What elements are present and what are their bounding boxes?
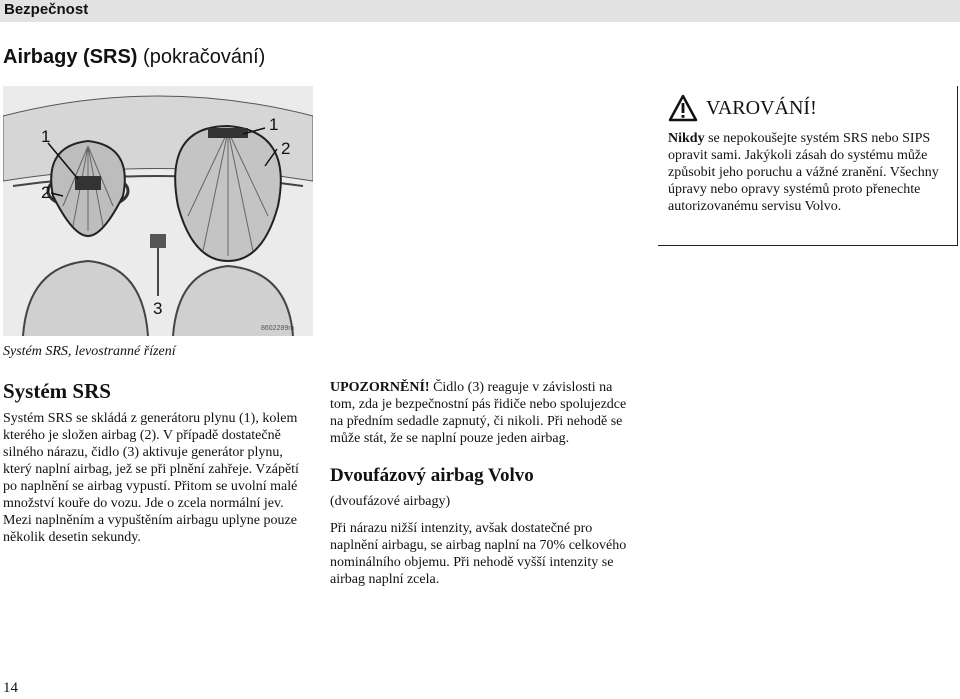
warning-triangle-icon xyxy=(668,94,698,122)
dual-airbag-heading: Dvoufázový airbag Volvo xyxy=(330,465,534,486)
dual-airbag-subheading: (dvoufázové airbagy) xyxy=(330,494,451,509)
page-title-main: Airbagy (SRS) xyxy=(3,46,138,68)
figure-caption: Systém SRS, levostranné řízení xyxy=(3,344,176,359)
page-number: 14 xyxy=(3,680,18,696)
page-title-suffix: (pokračování) xyxy=(143,46,266,68)
figure-label-2-passenger: 2 xyxy=(281,139,291,158)
figure-label-1-driver: 1 xyxy=(41,127,51,146)
dual-airbag-body: Při nárazu nižší intenzity, avšak dostatečné pro naplnění airbagu, se airbag naplní na 70% celkového nominálního objemu. Při nehodě vyšší intenzity se airbag naplní zcela. xyxy=(330,521,627,587)
note-text: Čidlo (3) reaguje v závislosti na tom, zda je bezpečnostní pás řidiče nebo spolujezdce na předním sedadle zapnutý, či nikoli. Při nehodě se může stát, že se naplní pouze jeden airbag. xyxy=(330,380,627,446)
warning-text xyxy=(668,130,949,215)
figure-code: 8602289m xyxy=(261,325,295,332)
left-column xyxy=(3,379,303,546)
note-label: UPOZORNĚNÍ! xyxy=(330,380,430,395)
figure-label-2-driver: 2 xyxy=(41,183,51,202)
header-bar xyxy=(0,0,960,22)
airbag-illustration xyxy=(3,86,313,336)
figure-label-3: 3 xyxy=(153,299,163,318)
srs-body: Systém SRS se skládá z generátoru plynu (1), kolem kterého je složen airbag (2). V případě dostatečně silného nárazu, čidlo (3) aktivuje generátor plynu, který naplní airbag, jež se při plnění zahřeje. Vzápětí po naplnění se airbag vypustí. Přitom se uvolní malé množství kouře do vozu. Jde o zcela normální jev. Mezi naplněním a vypuštěním airbagu uplyne pouze několik desetin sekundy. xyxy=(3,411,299,545)
page-title xyxy=(3,46,265,69)
figure-label-1-passenger: 1 xyxy=(269,115,279,134)
section-label: Bezpečnost xyxy=(4,1,89,18)
note-paragraph xyxy=(330,379,630,447)
warning-body: se nepokoušejte systém SRS nebo SIPS opravit sami. Jakýkoli zásah do systému může způsobit jeho poruchu a vážné zranění. Všechny úpravy nebo opravy systémů proto přenechte autorizovanému servisu Volvo. xyxy=(668,131,939,214)
warning-title: VAROVÁNÍ! xyxy=(706,96,817,119)
warning-box xyxy=(658,86,958,246)
warning-lead: Nikdy xyxy=(668,131,705,146)
right-column xyxy=(330,379,630,588)
srs-heading: Systém SRS xyxy=(3,379,111,403)
